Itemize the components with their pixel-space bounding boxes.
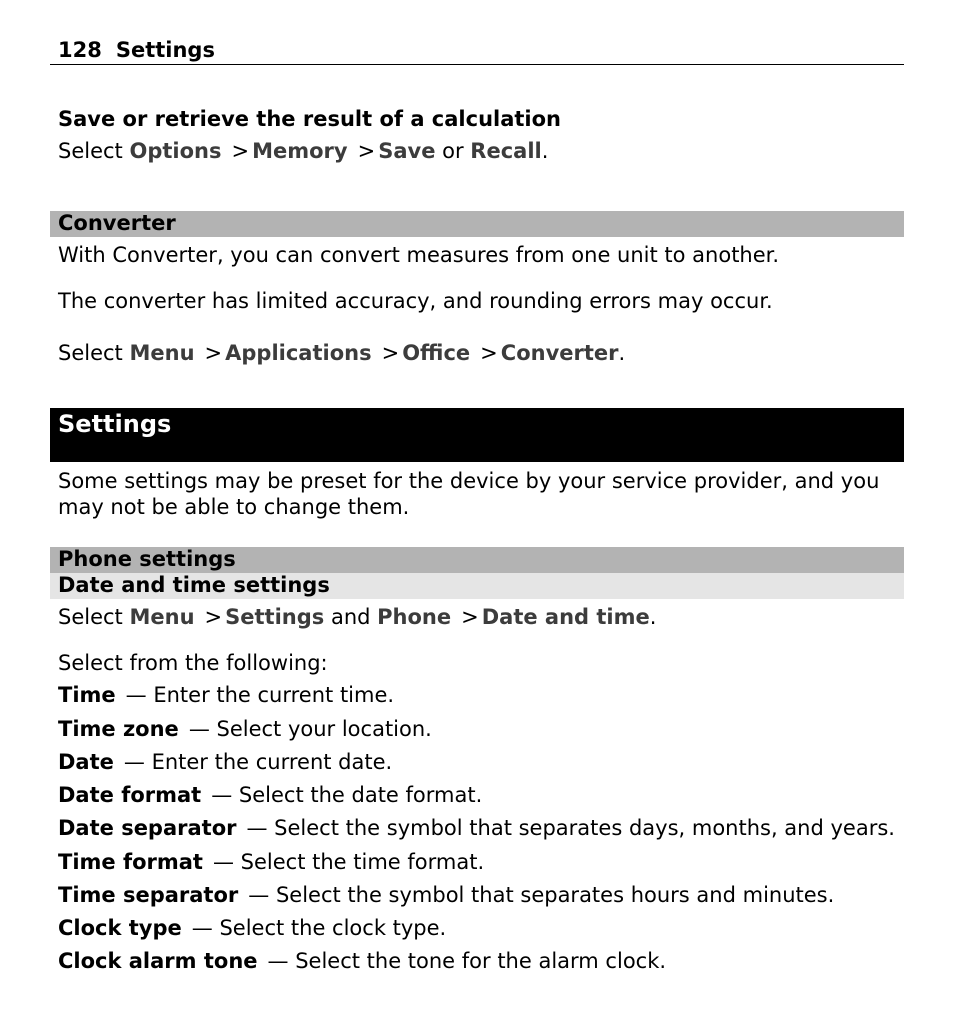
list-item — [58, 782, 904, 808]
menu-label: Menu — [129, 605, 195, 629]
gt-separator: > — [381, 341, 400, 365]
list-item-term: Time zone — [58, 717, 179, 741]
list-item — [58, 882, 904, 908]
gt-separator: > — [461, 605, 479, 629]
list-item — [58, 948, 904, 974]
gt-separator: > — [357, 139, 376, 163]
settings-intro: Some settings may be preset for the device by your service provider, and you may not be able to change them. — [58, 469, 880, 519]
phone-label: Phone — [377, 605, 452, 629]
list-item-desc: — Enter the current date. — [123, 750, 393, 774]
office-label: Office — [402, 341, 471, 365]
list-item — [58, 716, 904, 742]
list-item-desc: — Select the time format. — [212, 850, 485, 874]
applications-label: Applications — [225, 341, 372, 365]
list-item-desc: — Select the tone for the alarm clock. — [267, 949, 667, 973]
select-text: Select — [58, 139, 123, 163]
select-text: Select — [58, 341, 123, 365]
period: . — [541, 139, 549, 163]
list-item-term: Clock alarm tone — [58, 949, 258, 973]
list-item-term: Date format — [58, 783, 202, 807]
list-item-term: Date separator — [58, 816, 237, 840]
list-item-desc: — Select the symbol that separates hours and minutes. — [248, 883, 835, 907]
settings-section-heading: Settings — [50, 408, 904, 462]
calc-instruction — [58, 138, 904, 164]
converter-label: Converter — [500, 341, 619, 365]
list-item — [58, 682, 904, 708]
settings-label: Settings — [225, 605, 325, 629]
list-item-desc: — Select the date format. — [211, 783, 483, 807]
list-item — [58, 915, 904, 941]
or-text: or — [442, 139, 464, 163]
converter-instruction — [58, 340, 904, 366]
phone-settings-heading: Phone settings — [50, 547, 904, 573]
list-item — [58, 849, 904, 875]
list-item-term: Clock type — [58, 916, 182, 940]
recall-label: Recall — [470, 139, 542, 163]
converter-paragraph-1: With Converter, you can convert measures from one unit to another. — [58, 243, 780, 267]
converter-paragraph-2: The converter has limited accuracy, and rounding errors may occur. — [58, 289, 773, 313]
list-item-term: Date — [58, 750, 114, 774]
page-header — [50, 36, 904, 65]
converter-heading: Converter — [50, 211, 904, 237]
page-number: 128 — [58, 38, 102, 62]
and-text: and — [330, 605, 371, 629]
period: . — [649, 605, 657, 629]
page-header-title: Settings — [115, 38, 215, 62]
date-time-instruction — [58, 604, 904, 630]
memory-label: Memory — [252, 139, 348, 163]
select-from-following: Select from the following: — [58, 651, 328, 675]
list-item-desc: — Select the symbol that separates days, months, and years. — [246, 816, 895, 840]
list-item-desc: — Select the clock type. — [191, 916, 447, 940]
menu-label: Menu — [129, 341, 195, 365]
list-item-desc: — Enter the current time. — [125, 683, 395, 707]
options-label: Options — [129, 139, 222, 163]
date-and-time-label: Date and time — [481, 605, 650, 629]
list-item-term: Time separator — [58, 883, 239, 907]
calc-heading: Save or retrieve the result of a calculation — [58, 107, 562, 131]
list-item — [58, 815, 904, 841]
list-item — [58, 749, 904, 775]
date-time-subheading: Date and time settings — [50, 573, 904, 599]
save-label: Save — [378, 139, 436, 163]
gt-separator: > — [204, 341, 223, 365]
period: . — [618, 341, 626, 365]
list-item-term: Time format — [58, 850, 203, 874]
gt-separator: > — [231, 139, 250, 163]
gt-separator: > — [204, 605, 223, 629]
list-item-desc: — Select your location. — [188, 717, 432, 741]
list-item-term: Time — [58, 683, 116, 707]
gt-separator: > — [480, 341, 498, 365]
select-text: Select — [58, 605, 123, 629]
